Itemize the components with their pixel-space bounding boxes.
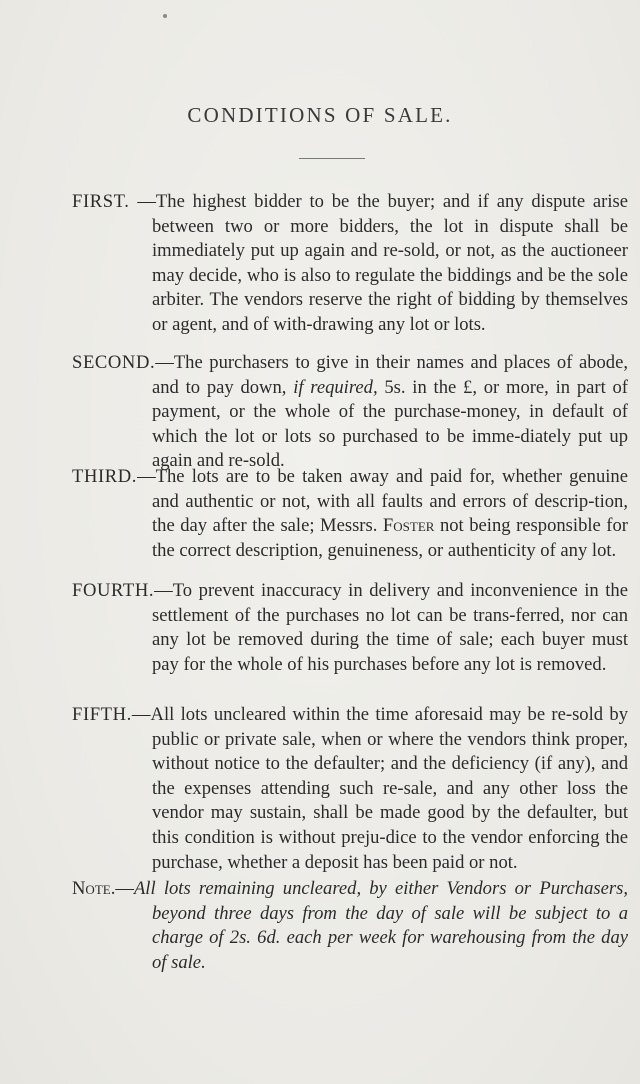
clause-second [72,351,628,474]
paper-speck [163,14,167,18]
clause-label: FOURTH. [72,580,155,601]
clause-dash: — [155,352,174,373]
clause-text: not being responsible for the correct description, genuineness, or authenticity of any lot. [152,515,628,561]
clause-label: THIRD. [72,466,138,487]
clause-label: FIFTH. [72,704,132,725]
note-label: Note. [72,878,116,899]
clause-dash: — [131,704,151,725]
clause-dash: — [129,191,156,212]
clause-label: SECOND. [72,352,156,373]
note-paragraph [72,877,628,975]
note-dash: — [115,878,134,899]
clause-dash: — [137,466,156,487]
clause-text-italic: if required, [293,376,378,398]
title-divider [299,158,365,159]
clause-text: To prevent inaccuracy in delivery and inconvenience in the settlement of the purchases no lot can be trans-ferred, nor can any lot be removed during the time of sale; each buyer must pay for the whole of his purchases before any lot is removed. [152,580,628,675]
clause-text: 5s. in the £, or more, in part of payment, or the whole of the purchase-money, in default of which the lot or lots so purchased to be imme-diately put up again and re-sold. [152,376,628,472]
page-title: CONDITIONS OF SALE. [187,103,453,127]
clause-text: All lots uncleared within the time aforesaid may be re-sold by public or private sale, when or where the vendors think proper, without notice to the defaulter; and the deficiency (if any), and the expenses attending such re-sale, and any other loss the vendor may sustain, shall be made good by the defaulter, but this condition is without preju-dice to the vendor enforcing the purchase, whether a deposit has been paid or not. [150,704,628,873]
clause-fourth [72,579,628,677]
clause-fifth [72,703,628,875]
clause-first [72,190,628,338]
clause-text: The highest bidder to be the buyer; and if any dispute arise between two or more bidders, the lot in dispute shall be immediately put up again and re-sold, or not, as the auctioneer may decide, who is also to regulate the biddings and be the sole arbiter. The vendors reserve the right of bidding by themselves or agent, and of with-drawing any lot or lots. [152,191,628,335]
clause-label: FIRST. [72,191,130,212]
clause-text: The lots are to be taken away and paid for, whether genuine and authentic or not, with all faults and errors of descrip-tion, the day after the sale; Messrs. [152,466,628,537]
note-text: All lots remaining uncleared, by either Vendors or Purchasers, beyond three days from the day of sale will be subject to a charge of 2s. 6d. each per week for warehousing from the day of sale. [133,878,628,973]
clause-third [72,465,628,563]
clause-dash: — [154,580,173,601]
clause-text: The purchasers to give in their names and places of abode, and to pay down, [152,352,628,398]
firm-name: Foster [382,515,435,537]
